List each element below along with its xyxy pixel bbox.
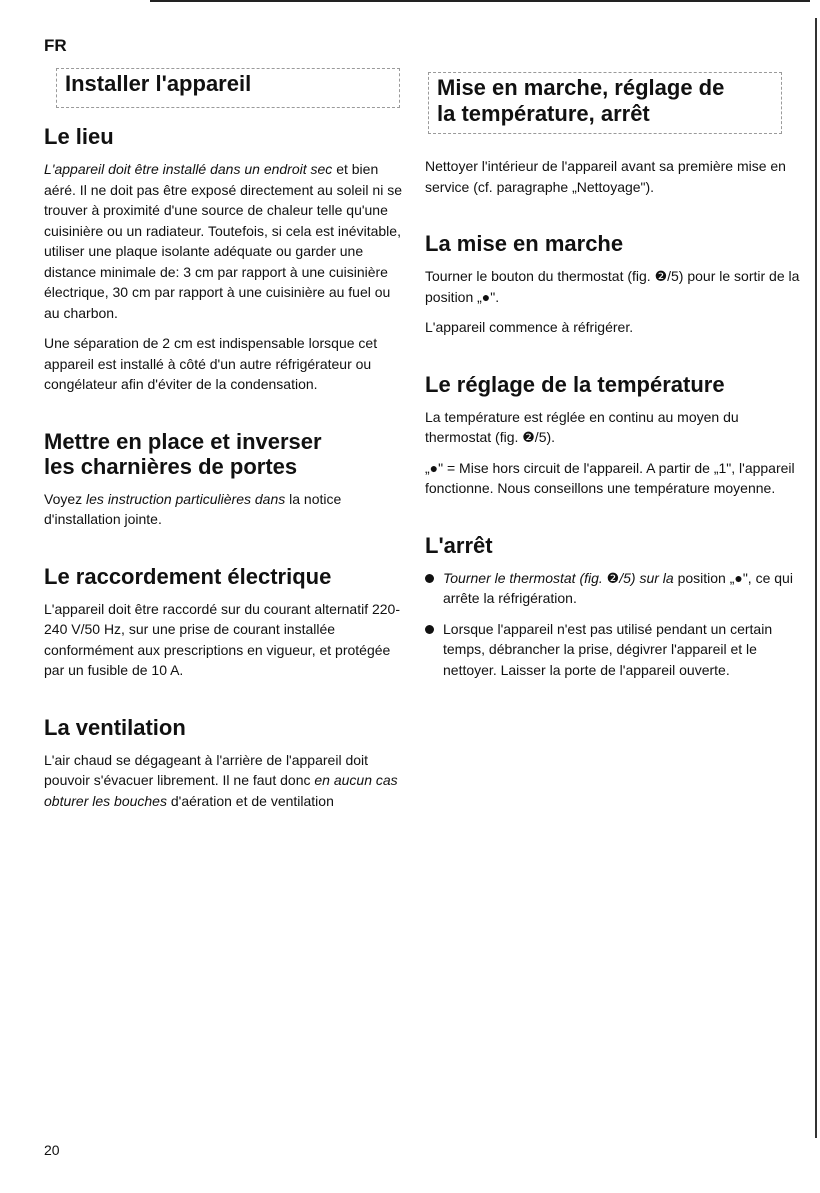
right-column xyxy=(425,156,805,690)
list-item xyxy=(425,568,805,609)
paragraph-charnieres xyxy=(44,489,404,530)
arret-bullet-2-text: Lorsque l'appareil n'est pas utilisé pendant un certain temps, débrancher la prise, dégivrer l'appareil et le nettoyer. Laisser la porte de l'appareil ouverte. xyxy=(443,620,773,678)
bullet-icon xyxy=(425,574,434,583)
heading-charnieres-line-2: les charnières de portes xyxy=(44,453,298,479)
section-title-box-left xyxy=(56,68,400,108)
heading-charnieres-line-1: Mettre en place et inverser xyxy=(44,428,322,454)
charnieres-italic-text: les instruction particulières dans xyxy=(86,490,286,507)
lieu-text: et bien aéré. Il ne doit pas être exposé directement au soleil ni se trouver à proximité d'une source de chaleur telle qu'une cuisinière ou un radiateur. Toutefois, si cela est inévitable, utiliser une plaque isolante adéquate ou garder une distance minimale de: 3 cm par rapport à une cuisinière électrique, 30 cm par rapport à une cuisinière au fuel ou au charbon. xyxy=(44,161,402,321)
heading-reglage: Le réglage de la température xyxy=(425,371,725,397)
top-rule xyxy=(150,0,810,2)
paragraph-intro: Nettoyer l'intérieur de l'appareil avant sa première mise en service (cf. paragraphe „Nettoyage"). xyxy=(425,158,786,195)
heading-mise-en-marche: La mise en marche xyxy=(425,231,624,256)
page-number: 20 xyxy=(44,1142,60,1158)
charnieres-text-b: la notice d'installation jointe. xyxy=(44,490,342,527)
heading-arret: L'arrêt xyxy=(425,532,493,558)
arret-bullet-1-italic: Tourner le thermostat (fig. ❷/5) sur la xyxy=(443,569,674,586)
paragraph-marche-2: L'appareil commence à réfrigérer. xyxy=(425,319,634,335)
paragraph-lieu-1 xyxy=(44,159,404,323)
section-title-line-2: la température, arrêt xyxy=(437,101,650,126)
language-code: FR xyxy=(44,36,67,55)
heading-ventilation: La ventilation xyxy=(44,714,186,740)
heading-le-lieu: Le lieu xyxy=(44,124,114,149)
section-title-installer: Installer l'appareil xyxy=(65,71,252,96)
section-title-box-right xyxy=(428,72,782,134)
right-edge-rule xyxy=(815,18,817,1138)
paragraph-reglage-1: La température est réglée en continu au moyen du thermostat (fig. ❷/5). xyxy=(425,408,739,445)
list-item xyxy=(425,619,805,681)
lieu-italic-text: L'appareil doit être installé dans un endroit sec xyxy=(44,161,333,177)
left-column xyxy=(44,124,404,821)
ventilation-text-a: L'air chaud se dégageant à l'arrière de l'appareil doit pouvoir s'évacuer librement. Il ne faut donc xyxy=(44,751,369,788)
paragraph-ventilation xyxy=(44,750,404,812)
ventilation-italic-text: en aucun cas obturer les bouches xyxy=(44,772,398,809)
heading-raccordement: Le raccordement électrique xyxy=(44,563,332,589)
ventilation-text-b: d'aération et de ventilation xyxy=(166,792,334,809)
arret-bullet-list xyxy=(425,568,805,681)
charnieres-text-a: Voyez xyxy=(44,490,87,507)
paragraph-lieu-2: Une séparation de 2 cm est indispensable lorsque cet appareil est installé à côté d'un autre réfrigérateur ou congélateur afin d'éviter de la condensation. xyxy=(44,335,378,392)
paragraph-reglage-2: „●" = Mise hors circuit de l'appareil. A partir de „1", l'appareil fonctionne. Nous conseillons une température moyenne. xyxy=(425,459,795,496)
arret-bullet-1-text: position „●", ce qui arrête la réfrigération. xyxy=(443,569,793,606)
paragraph-raccordement: L'appareil doit être raccordé sur du courant alternatif 220-240 V/50 Hz, sur une prise de courant installée conformément aux prescriptions en vigueur, et protégée par un fusible de 10 A. xyxy=(44,600,400,678)
paragraph-marche-1: Tourner le bouton du thermostat (fig. ❷/5) pour le sortir de la position „●". xyxy=(425,268,800,305)
section-title-line-1: Mise en marche, réglage de xyxy=(437,75,725,100)
heading-charnieres xyxy=(44,429,404,479)
bullet-icon xyxy=(425,625,434,634)
